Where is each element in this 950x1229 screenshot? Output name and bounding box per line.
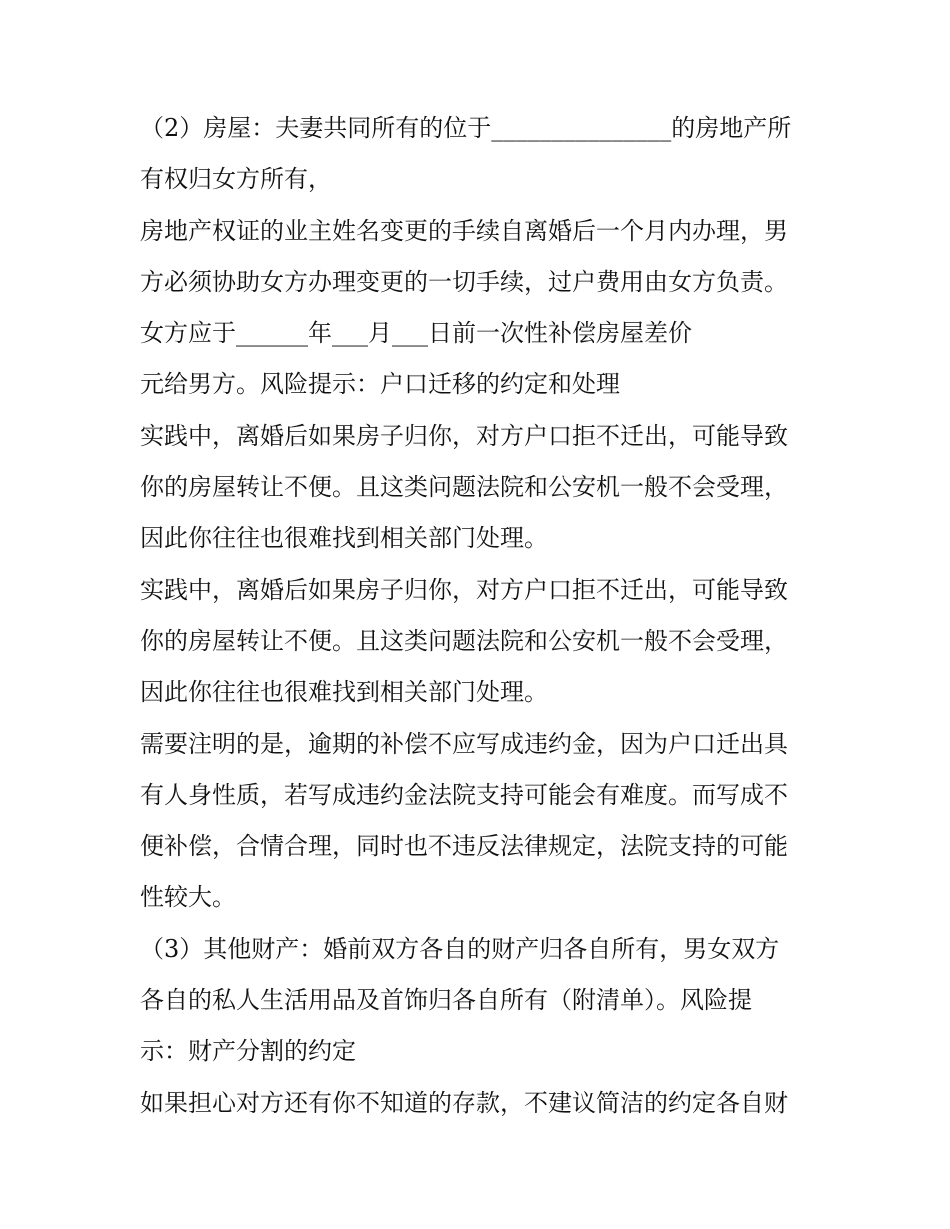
text-line: 实践中，离婚后如果房子归你，对方户口拒不迁出，可能导致 <box>140 421 788 450</box>
text-line: 女方应于______年___月___日前一次性补偿房屋差价 <box>140 319 692 348</box>
text-line: 需要注明的是，逾期的补偿不应写成违约金，因为户口迁出具 <box>140 729 788 758</box>
text-line: 方必须协助女方办理变更的一切手续，过户费用由女方负责。 <box>140 267 788 296</box>
text-line: 因此你往往也很难找到相关部门处理。 <box>140 524 548 553</box>
document-body <box>140 103 820 1129</box>
text-line: 你的房屋转让不便。且这类问题法院和公安机一般不会受理， <box>140 473 788 502</box>
text-line: 便补偿，合情合理，同时也不违反法律规定，法院支持的可能 <box>140 832 788 861</box>
text-line: 元给男方。风险提示：户口迁移的约定和处理 <box>140 370 620 399</box>
text-line: 如果担心对方还有你不知道的存款，不建议简洁的约定各自财 <box>140 1088 788 1117</box>
text-line: 示：财产分割的约定 <box>140 1037 356 1066</box>
text-line: （3）其他财产：婚前双方各自的财产归各自所有，男女双方 <box>140 934 780 963</box>
text-line: 各自的私人生活用品及首饰归各自所有（附清单）。风险提 <box>140 986 752 1015</box>
text-line: 你的房屋转让不便。且这类问题法院和公安机一般不会受理， <box>140 626 788 655</box>
text-line: 实践中，离婚后如果房子归你，对方户口拒不迁出，可能导致 <box>140 575 788 604</box>
text-line: 有权归女方所有， <box>140 165 332 194</box>
text-line: （2）房屋：夫妻共同所有的位于_______________的房地产所 <box>140 114 792 142</box>
text-line: 因此你往往也很难找到相关部门处理。 <box>140 678 548 707</box>
text-line: 有人身性质，若写成违约金法院支持可能会有难度。而写成不 <box>140 780 788 809</box>
text-line: 房地产权证的业主姓名变更的手续自离婚后一个月内办理，男 <box>140 216 788 245</box>
text-line: 性较大。 <box>140 883 236 912</box>
